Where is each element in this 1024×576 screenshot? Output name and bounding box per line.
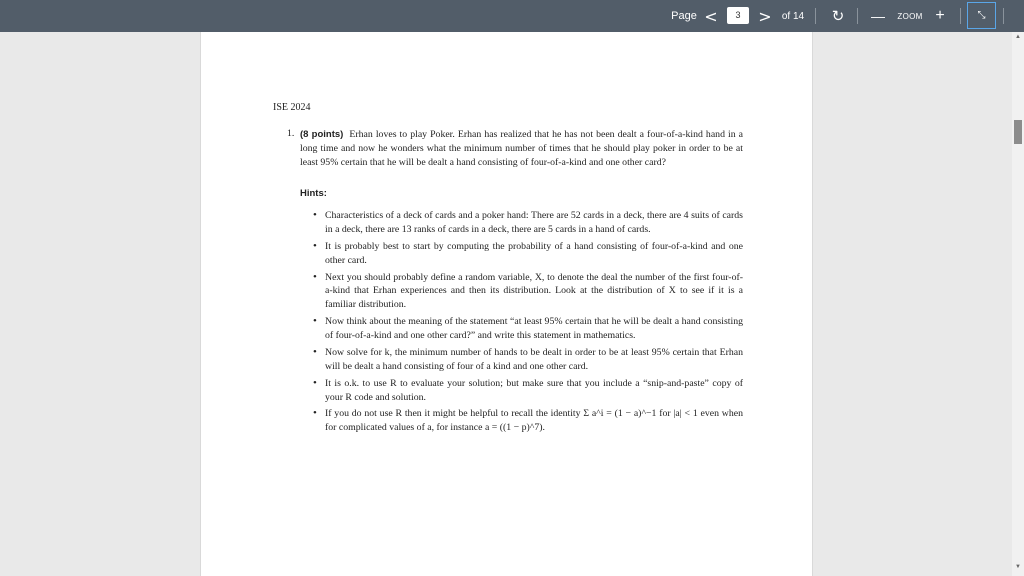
hint-item: • Characteristics of a deck of cards and a poker hand: There are 52 cards in a deck, there are 4 suits of cards in a deck, there are 13 ranks of cards in a deck, there are 5 cards in a hand of cards. bbox=[325, 209, 743, 237]
hint-item: • Now solve for k, the minimum number of hands to be dealt in order to be at least 95% certain that Erhan will be dealt a hand consisting of four of a kind and one other card. bbox=[325, 346, 743, 374]
exit-fullscreen-button[interactable] bbox=[967, 2, 996, 29]
question-text bbox=[300, 128, 743, 170]
scroll-down-arrow-icon[interactable]: ▼ bbox=[1015, 564, 1021, 570]
zoom-in-button[interactable]: + bbox=[935, 7, 945, 24]
page-number-input[interactable]: 3 bbox=[727, 7, 749, 24]
total-pages-label: of 14 bbox=[781, 10, 805, 22]
document-viewer[interactable] bbox=[0, 32, 1012, 576]
scrollbar-thumb[interactable] bbox=[1014, 120, 1022, 144]
pdf-page bbox=[200, 32, 813, 576]
question-number: 1. bbox=[287, 128, 295, 139]
toolbar-divider bbox=[857, 8, 858, 24]
scroll-up-arrow-icon[interactable]: ▲ bbox=[1015, 34, 1021, 40]
zoom-label: ZOOM bbox=[897, 11, 923, 21]
pdf-toolbar bbox=[0, 0, 1024, 32]
hint-item: • If you do not use R then it might be helpful to recall the identity Σ a^i = (1 − a)^−1 for |a| < 1 even when for complicated values of a, for instance a = ((1 − p)^7). bbox=[325, 407, 743, 435]
toolbar-divider bbox=[1003, 8, 1004, 24]
collapse-icon: ⤡ bbox=[977, 10, 986, 21]
page-label: Page bbox=[671, 10, 697, 22]
vertical-scrollbar[interactable] bbox=[1012, 32, 1024, 576]
zoom-out-button[interactable]: — bbox=[871, 8, 885, 24]
hint-item: • It is o.k. to use R to evaluate your solution; but make sure that you include a “snip-and-paste” copy of your R code and solution. bbox=[325, 377, 743, 405]
toolbar-divider bbox=[815, 8, 816, 24]
hint-item: • It is probably best to start by computing the probability of a hand consisting of four-of-a-kind and one other card. bbox=[325, 240, 743, 268]
hint-item: • Next you should probably define a random variable, X, to denote the deal the number of the first four-of-a-kind that Erhan experiences and then its distribution. Look at the distribution of X to see if it is a familiar distribution. bbox=[325, 271, 743, 312]
previous-page-button[interactable]: < bbox=[704, 6, 718, 26]
next-page-button[interactable]: > bbox=[758, 6, 772, 26]
rotate-icon[interactable]: ↻ bbox=[831, 7, 845, 25]
question-points: (8 points) bbox=[300, 129, 344, 140]
hints-list bbox=[325, 209, 743, 438]
hints-label: Hints: bbox=[300, 188, 327, 199]
question-body: Erhan loves to play Poker. Erhan has realized that he has not been dealt a four-of-a-kind hand in a long time and now he wonders what the minimum number of times that he should play poker in order to be at least 95% certain that he will be dealt a hand consisting of four-of-a-kind and one other card? bbox=[300, 129, 743, 168]
toolbar-divider bbox=[960, 8, 961, 24]
hint-item: • Now think about the meaning of the statement “at least 95% certain that he will be dealt a hand consisting of four-of-a-kind and one other card?” and write this statement in mathematics. bbox=[325, 315, 743, 343]
page-header: ISE 2024 bbox=[273, 102, 311, 113]
